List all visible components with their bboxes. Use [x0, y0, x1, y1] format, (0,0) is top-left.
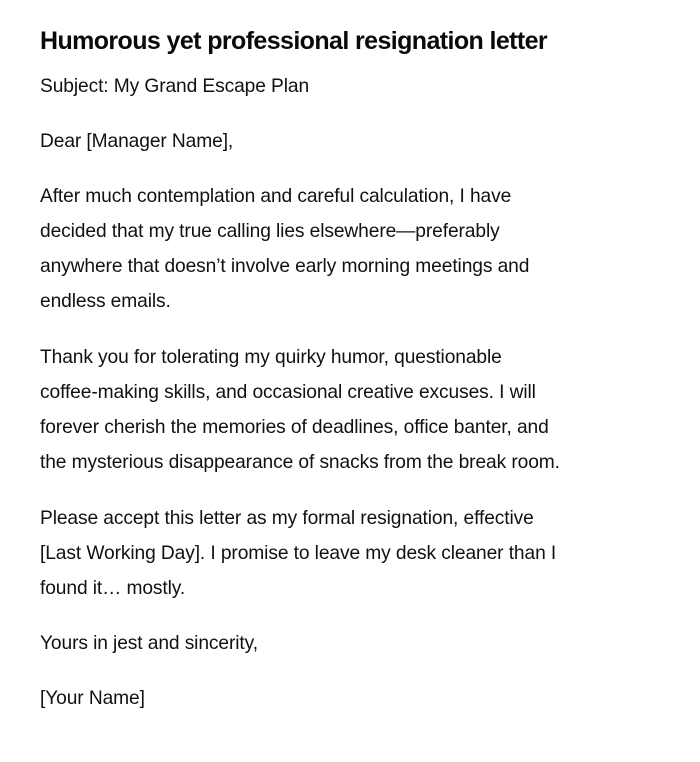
paragraph-line: After much contemplation and careful calculation, I have [40, 186, 512, 207]
subject-line: Subject: My Grand Escape Plan [40, 76, 310, 97]
closing: Yours in jest and sincerity, [40, 633, 258, 654]
page-title: Humorous yet professional resignation letter [40, 27, 548, 55]
paragraph-line: Please accept this letter as my formal resignation, effective [40, 508, 534, 529]
paragraph-line: [Last Working Day]. I promise to leave my desk cleaner than I [40, 543, 557, 564]
body-paragraph-2 [40, 340, 660, 480]
paragraph-line: Thank you for tolerating my quirky humor, questionable [40, 347, 502, 368]
paragraph-line: forever cherish the memories of deadlines, office banter, and [40, 417, 549, 438]
body-paragraph-3 [40, 501, 660, 606]
body-paragraph-1 [40, 179, 660, 319]
signature: [Your Name] [40, 688, 145, 709]
paragraph-line: found it… mostly. [40, 578, 186, 599]
paragraph-line: endless emails. [40, 291, 171, 312]
paragraph-line: decided that my true calling lies elsewhere—preferably [40, 221, 500, 242]
paragraph-line: the mysterious disappearance of snacks from the break room. [40, 452, 560, 473]
paragraph-line: anywhere that doesn’t involve early morning meetings and [40, 256, 530, 277]
paragraph-line: coffee-making skills, and occasional creative excuses. I will [40, 382, 536, 403]
greeting: Dear [Manager Name], [40, 131, 234, 152]
